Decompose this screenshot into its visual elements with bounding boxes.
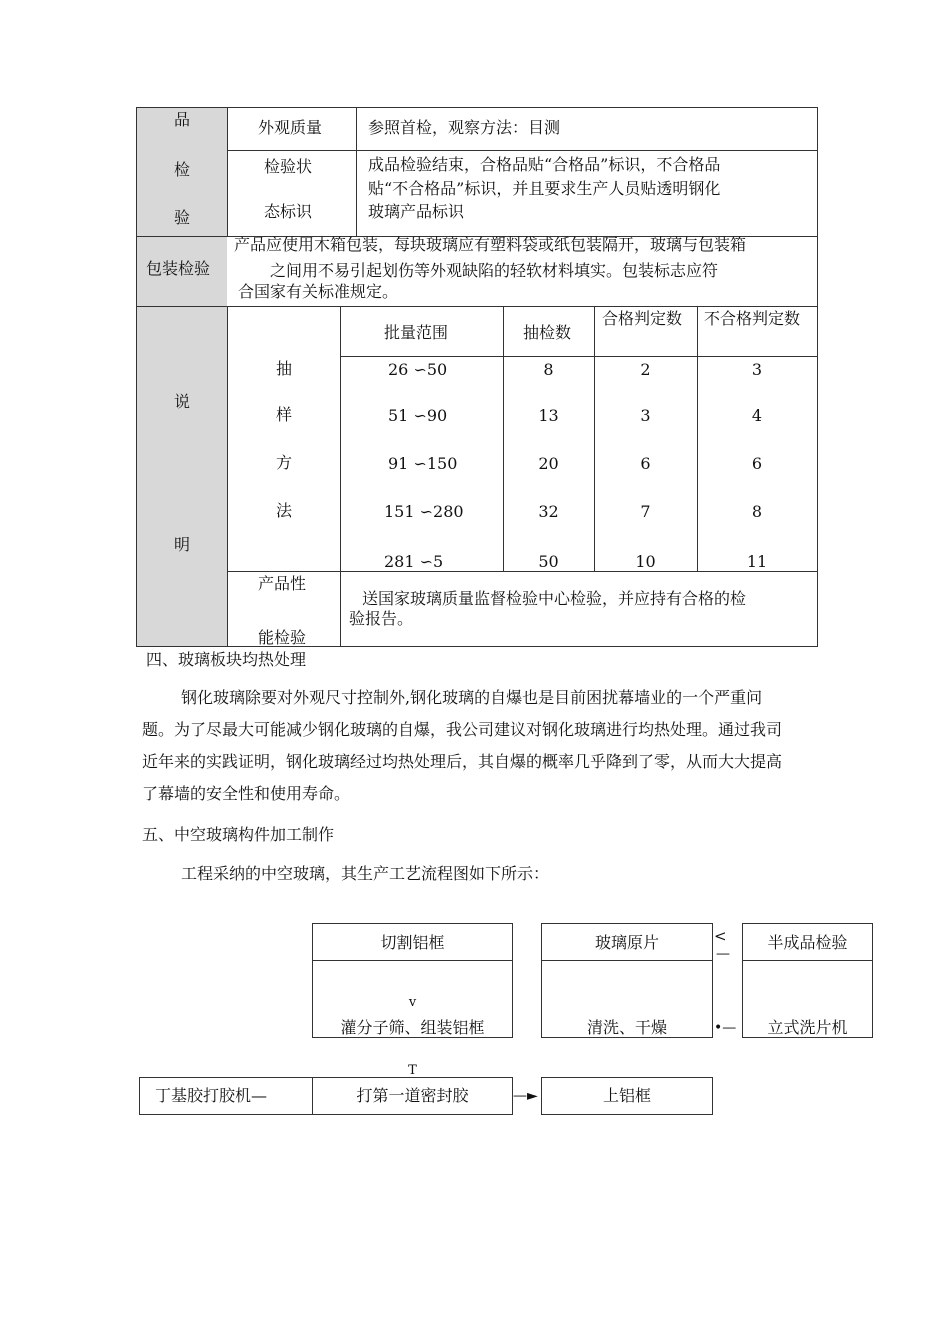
flow-butyl-machine: 丁基胶打胶机— (155, 1086, 268, 1105)
arrow-left-icon: < (714, 927, 727, 945)
status-label: 态标识 (264, 202, 313, 221)
paragraph-line: 题。为了尽最大可能减少钢化玻璃的自爆，我公司建议对钢化玻璃进行均热处理。通过我司 (142, 720, 783, 739)
sampling-cell: 6 (751, 454, 763, 473)
flow-washer: 立式洗片机 (767, 1018, 848, 1037)
paragraph-line: 钢化玻璃除要对外观尺寸控制外,钢化玻璃的自爆也是目前困扰幕墙业的一个严重问 (181, 688, 763, 707)
sampling-cell: 10 (635, 552, 656, 571)
sampling-char: 样 (276, 405, 293, 424)
section5-intro: 工程采纳的中空玻璃，其生产工艺流程图如下所示： (181, 864, 550, 883)
paragraph-line: 近年来的实践证明，钢化玻璃经过均热处理后，其自爆的概率几乎降到了零，从而大大提高 (142, 752, 783, 771)
appearance-value: 参照首检，观察方法：目测 (368, 118, 561, 137)
section5-heading: 五、中空玻璃构件加工制作 (142, 825, 335, 844)
inspect-char: 验 (174, 208, 191, 227)
pack-value: 之间用不易引起划伤等外观缺陷的轻软材料填实。包装标志应符 (270, 261, 719, 280)
sampling-char: 抽 (276, 359, 293, 378)
sampling-cell: 91 ∽150 (388, 454, 458, 473)
flow-wash-dry: 清洗、干燥 (586, 1018, 667, 1037)
sampling-cell: 51 ∽90 (388, 406, 448, 425)
status-value: 玻璃产品标识 (368, 202, 465, 221)
status-value: 贴“不合格品”标识，并且要求生产人员贴透明钢化 (368, 179, 721, 198)
appearance-label: 外观质量 (258, 118, 323, 137)
arrow-up-icon: T (408, 1063, 417, 1078)
sampling-cell: 32 (538, 502, 559, 521)
inspect-char: 品 (174, 110, 191, 129)
sampling-cell: 26 ∽50 (388, 360, 448, 379)
sampling-header: 抽检数 (523, 323, 572, 342)
connector-dash: — (716, 946, 730, 962)
status-label: 检验状 (264, 157, 313, 176)
perf-label: 产品性 (258, 574, 307, 593)
flow-fill-assemble: 灌分子筛、组装铝框 (340, 1018, 485, 1037)
arrow-down-icon: v (408, 995, 417, 1010)
flow-glass-raw: 玻璃原片 (594, 933, 659, 952)
explain-char: 明 (174, 535, 191, 554)
perf-value: 送国家玻璃质量监督检验中心检验，并应持有合格的检 (362, 589, 747, 608)
sampling-cell: 4 (751, 406, 763, 425)
sampling-header: 批量范围 (384, 323, 449, 342)
flow-semi-inspect: 半成品检验 (767, 933, 848, 952)
status-value: 成品检验结束，合格品贴“合格品”标识，不合格品 (368, 155, 721, 174)
perf-label: 能检验 (258, 628, 307, 647)
sampling-cell: 8 (751, 502, 763, 521)
sampling-cell: 151 ∽280 (384, 502, 464, 521)
sampling-cell: 7 (640, 502, 651, 521)
sampling-cell: 2 (640, 360, 651, 379)
flow-first-seal: 打第一道密封胶 (356, 1086, 469, 1105)
sampling-cell: 11 (746, 552, 768, 571)
arrow-right-icon: —► (513, 1088, 538, 1104)
perf-value: 验报告。 (349, 609, 414, 628)
inspect-char: 检 (174, 160, 191, 179)
paragraph-line: 了幕墙的安全性和使用寿命。 (142, 784, 351, 803)
connector-dot-dash: •— (714, 1020, 737, 1036)
flow-upper-frame: 上铝框 (602, 1086, 651, 1105)
pack-value: 合国家有关标准规定。 (238, 282, 399, 301)
sampling-cell: 8 (543, 360, 554, 379)
sampling-cell: 281 ∽5 (384, 552, 444, 571)
pack-value: 产品应使用木箱包装，每块玻璃应有塑料袋或纸包装隔开，玻璃与包装箱 (234, 235, 747, 254)
sampling-char: 方 (276, 453, 293, 472)
gray-bg (136, 306, 227, 646)
sampling-cell: 13 (538, 406, 559, 425)
sampling-cell: 20 (538, 454, 559, 473)
sampling-cell: 6 (640, 454, 651, 473)
explain-char: 说 (174, 392, 191, 411)
sampling-cell: 3 (640, 406, 651, 425)
sampling-cell: 3 (751, 360, 763, 379)
pack-label: 包装检验 (146, 259, 211, 278)
sampling-char: 法 (276, 501, 293, 520)
flow-cut-frame: 切割铝框 (380, 933, 445, 952)
section4-heading: 四、玻璃板块均热处理 (146, 650, 307, 669)
sampling-header: 合格判定数 (602, 309, 683, 328)
sampling-cell: 50 (538, 552, 559, 571)
sampling-header: 不合格判定数 (704, 309, 801, 328)
